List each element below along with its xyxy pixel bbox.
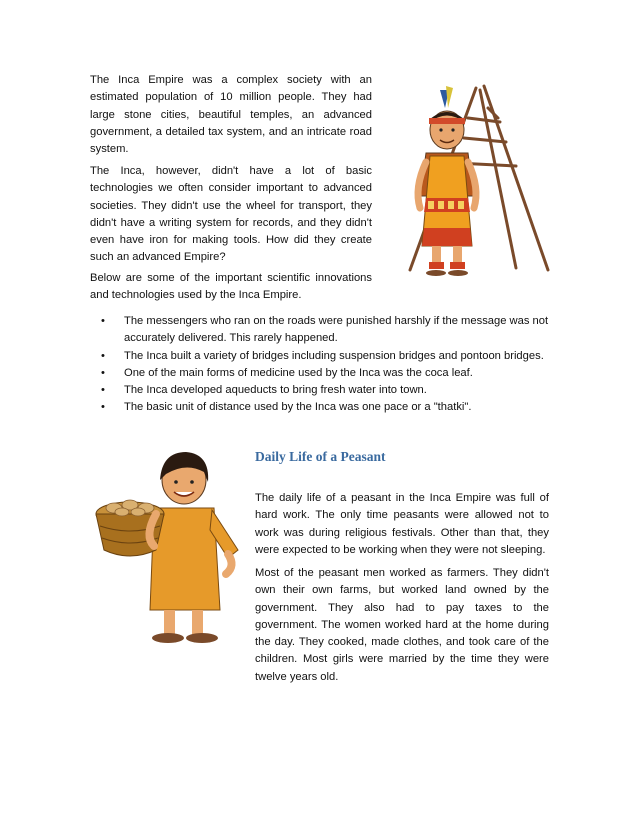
list-item: • One of the main forms of medicine used by the Inca was the coca leaf.: [90, 365, 556, 382]
bullet-marker: •: [101, 366, 105, 379]
daily-life-paragraph-1: The daily life of a peasant in the Inca Empire was full of hard work. The only time peasants were allowed not to work was during religious festivals. Other than that, they were expected to be working when they were not sleeping.: [255, 492, 549, 556]
daily-life-paragraph-2: Most of the peasant men worked as farmers. They didn't own their own farms, but worked land owned by the government. They also had to pay taxes to the government. The women worked hard at the home during the day. They cooked, made clothes, and took care of the children. Most girls were married by the time they were twelve years old.: [255, 567, 549, 683]
inca-man-illustration: [398, 78, 568, 284]
bullet-marker: •: [101, 349, 105, 362]
peasant-illustration: [88, 450, 248, 650]
bullet-marker: •: [101, 401, 105, 414]
bullet-marker: •: [101, 315, 105, 327]
innovations-list: [90, 313, 556, 417]
list-item: • The messengers who ran on the roads were punished harshly if the message was not accurately delivered. This rarely happened.: [101, 315, 549, 345]
intro-paragraph-2: The Inca, however, didn't have a lot of basic technologies we often consider important to advanced societies. They didn't use the wheel for transport, they didn't have a writing system for records, and they didn't even have iron for making tools. How did they create such an advanced Empire?: [90, 165, 372, 264]
list-item: • The Inca developed aqueducts to bring fresh water into town.: [90, 382, 556, 399]
intro-paragraph-3: Below are some of the important scientific innovations and technologies used by the Inca Empire.: [90, 272, 372, 302]
list-item: • The basic unit of distance used by the Inca was one pace or a "thatki".: [90, 399, 556, 416]
list-item: • The Inca built a variety of bridges including suspension bridges and pontoon bridges.: [90, 348, 556, 365]
section-heading: Daily Life of a Peasant: [255, 449, 386, 464]
bullet-marker: •: [101, 384, 105, 397]
intro-paragraph-1: The Inca Empire was a complex society with an estimated population of 10 million people. They had large stone cities, beautiful temples, an advanced government, a detailed tax system, and an intricate road system.: [90, 74, 372, 156]
